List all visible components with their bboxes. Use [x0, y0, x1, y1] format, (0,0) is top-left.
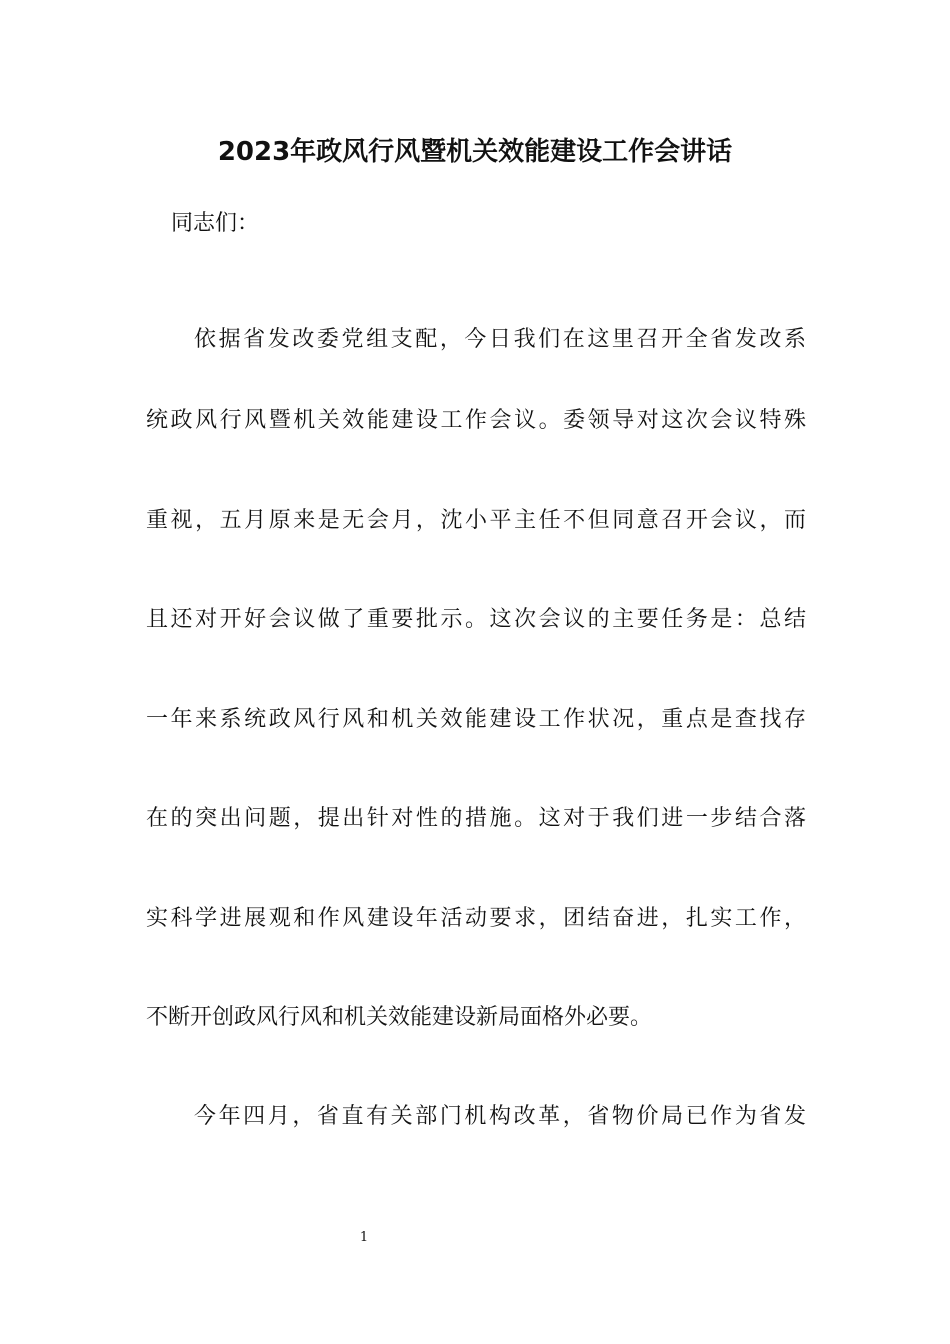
paragraph-line: 依据省发改委党组支配，今日我们在这里召开全省发改系	[194, 327, 806, 352]
paragraph-line: 一年来系统政风行风和机关效能建设工作状况，重点是查找存	[146, 707, 806, 732]
document-title: 2023年政风行风暨机关效能建设工作会讲话	[217, 137, 733, 167]
paragraph-line: 且还对开好会议做了重要批示。这次会议的主要任务是：总结	[146, 607, 806, 632]
paragraph-line: 重视，五月原来是无会月，沈小平主任不但同意召开会议，而	[146, 508, 806, 533]
salutation: 同志们：	[171, 211, 260, 236]
paragraph-line: 统政风行风暨机关效能建设工作会议。委领导对这次会议特殊	[146, 408, 806, 433]
paragraph-line: 今年四月，省直有关部门机构改革，省物价局已作为省发	[194, 1104, 806, 1129]
paragraph-line: 在的突出问题，提出针对性的措施。这对于我们进一步结合落	[146, 806, 806, 831]
paragraph-line: 不断开创政风行风和机关效能建设新局面格外必要。	[146, 1005, 653, 1030]
page-number: 1	[359, 1230, 369, 1245]
paragraph-line: 实科学进展观和作风建设年活动要求，团结奋进，扎实工作，	[146, 906, 806, 931]
